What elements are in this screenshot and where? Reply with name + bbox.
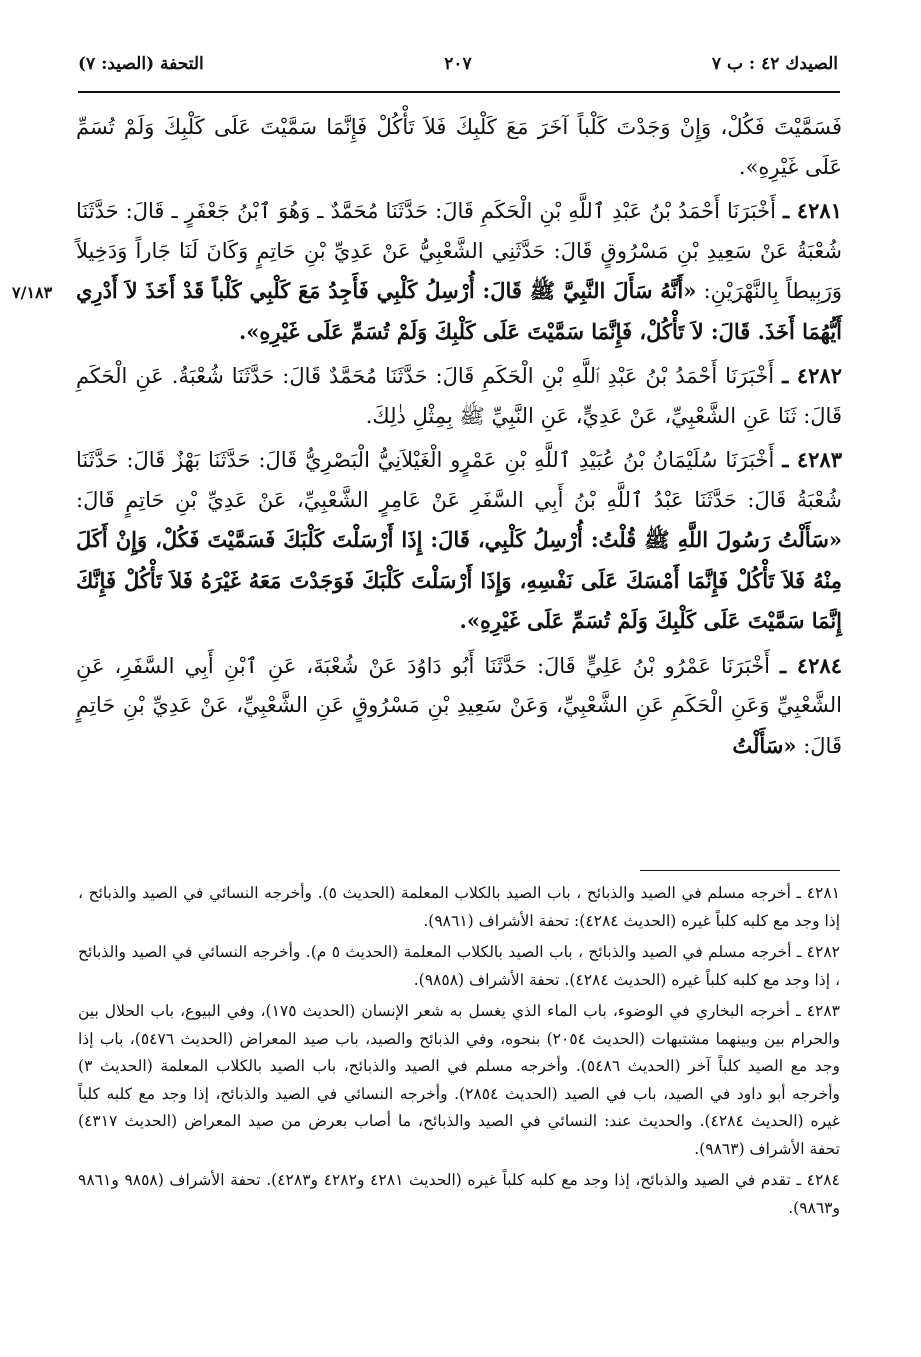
hadith-4282 <box>76 356 842 436</box>
paragraph-continuation <box>76 108 842 187</box>
footnote-4282: ٤٢٨٢ ـ أخرجه مسلم في الصيد والذبائح ، باب الصيد بالكلاب المعلمة (الحديث ٥ م). وأخرجه النسائي في الصيد والذبائح ، إذا وجد مع كلبه كلباً غيره (الحديث ٤٢٨٤). تحفة الأشراف (٩٨٥٨). <box>78 943 840 989</box>
page-number: ٢٠٧ <box>444 54 472 74</box>
footnote-divider <box>640 870 840 871</box>
hadith-isnad: أَخْبَرَنَا سُلَيْمَانُ بْنُ عُبَيْدِ ٱللَّهِ بْنِ عَمْرٍو الْغَيْلاَنِيُّ الْبَصْرِيُّ قَالَ: حَدَّثَنَا بَهْزٌ قَالَ: حَدَّثَنَا شُعْبَةُ قَالَ: حَدَّثَنَا عَبْدُ ٱللَّهِ بْنُ أَبِي السَّفَرِ عَنْ عَامِرٍ الشَّعْبِيِّ، عَنْ عَدِيِّ بْنِ حَاتِمٍ قَالَ: <box>76 448 842 512</box>
hadith-number: ٤٢٨٤ ـ <box>780 652 842 678</box>
header-divider <box>78 91 840 93</box>
hadith-isnad: أَخْبَرَنَا عَمْرُو بْنُ عَلِيٍّ قَالَ: حَدَّثَنَا أَبُو دَاوُدَ عَنْ شُعْبَةَ، عَنِ ٱبْنِ أَبِي السَّفَرِ، عَنِ الشَّعْبِيِّ وَعَنِ الْحَكَمِ عَنِ الشَّعْبِيِّ، وَعَنْ سَعِيدِ بْنِ مَسْرُوقٍ عَنِ الشَّعْبِيِّ، عَنْ عَدِيِّ بْنِ حَاتِمٍ قَالَ: <box>76 653 842 758</box>
header-section-ref: الصيدك ٤٢ : ب ٧ <box>711 54 838 74</box>
footnotes <box>78 880 840 1226</box>
hadith-number: ٤٢٨١ ـ <box>783 198 842 223</box>
hadith-4284 <box>76 646 842 767</box>
hadith-number: ٤٢٨٣ ـ <box>782 447 842 472</box>
footnote-4283: ٤٢٨٣ ـ أخرجه البخاري في الوضوء، باب الماء الذي يغسل به شعر الإنسان (الحديث ١٧٥)، وفي البيوع، باب الحلال بين والحرام بين وبينهما مشتبهات (الحديث ٢٠٥٤) بنحوه، وفي الذبائح والصيد، باب صيد المعراض (الحديث ٥٤٧٦)، باب إذا وجد مع الصيد كلباً آخر (الحديث ٥٤٨٦). وأخرجه مسلم في الصيد والذبائح، باب الصيد بالكلاب المعلمة (الحديث ٣) وأخرجه أبو داود في الصيد، باب في الصيد (الحديث ٢٨٥٤). وأخرجه النسائي في الصيد والذبائح، إذا وجد مع كلبه كلباً غيره (الحديث ٤٢٨٤). والحديث عند: النسائي في الصيد والذبائح، ما أصاب بعرض من صيد المعراض (الحديث ٤٣١٧) تحفة الأشراف (٩٨٦٣). <box>78 1002 841 1158</box>
margin-reference: ٧/١٨٣ <box>12 283 53 302</box>
footnote-4281: ٤٢٨١ ـ أخرجه مسلم في الصيد والذبائح ، باب الصيد بالكلاب المعلمة (الحديث ٥). وأخرجه النسائي في الصيد والذبائح ، إذا وجد مع كلبه كلباً غيره (الحديث ٤٢٨٤): تحفة الأشراف (٩٨٦١). <box>78 884 840 930</box>
hadith-4283 <box>76 440 842 642</box>
hadith-matn: «أَنَّهُ سَأَلَ النَّبِيَّ ﷺ قَالَ: أُرْسِلُ كَلْبِي فَأَجِدُ مَعَ كَلْبِي كَلْباً قَدْ أَخَذَ لاَ أَدْرِي أَيُّهُمَا أَخَذَ. قَالَ: لاَ تَأْكُلْ، فَإِنَّمَا سَمَّيْتَ عَلَى كَلْبِكَ وَلَمْ تُسَمِّ عَلَى غَيْرِهِ». <box>76 278 842 344</box>
hadith-matn: «سَأَلْتُ <box>732 732 797 758</box>
main-text <box>76 108 842 770</box>
hadith-isnad: أَخْبَرَنَا أَحْمَدُ بْنُ عَبْدِ ٱللَّهِ بْنِ الْحَكَمِ قَالَ: حَدَّثَنَا مُحَمَّدٌ قَالَ: حَدَّثَنَا شُعْبَةُ. عَنِ الْحَكَمِ قَالَ: ثَنَا عَنِ الشَّعْبِيِّ، عَنْ عَدِيٍّ، عَنِ النَّبِيِّ ﷺ بِمِثْلِ ذٰلِكَ. <box>76 364 842 428</box>
hadith-number: ٤٢٨٢ ـ <box>782 363 842 388</box>
hadith-isnad: أَخْبَرَنَا أَحْمَدُ بْنُ عَبْدِ ٱللَّهِ بْنِ الْحَكَمِ قَالَ: حَدَّثَنَا مُحَمَّدٌ ـ وَهُوَ ٱبْنُ جَعْفَرٍ ـ قَالَ: حَدَّثَنَا شُعْبَةُ عَنْ سَعِيدِ بْنِ مَسْرُوقٍ قَالَ: حَدَّثَنِي الشَّعْبِيُّ عَنْ عَدِيِّ بْنِ حَاتِمٍ وَكَانَ لَنَا جَاراً وَدَخِيلاً وَرَبِيطاً بِالنَّهْرَيْنِ: <box>76 199 842 303</box>
header-tuhfa-ref: التحفة (الصيد: ٧) <box>78 54 204 74</box>
page-header <box>78 46 838 86</box>
hadith-matn: «سَأَلْتُ رَسُولَ اللَّهِ ﷺ قُلْتُ: أُرْسِلُ كَلْبِي، قَالَ: إِذَا أَرْسَلْتَ كَلْبَكَ فَسَمَّيْتَ فَكُلْ، وَإِنْ أَكَلَ مِنْهُ فَلاَ تَأْكُلْ فَإِنَّمَا أَمْسَكَ عَلَى نَفْسِهِ، وَإِذَا أَرْسَلْتَ كَلْبَكَ فَوَجَدْتَ مَعَهُ غَيْرَهُ فَلاَ تَأْكُلْ فَإِنَّكَ إِنَّمَا سَمَّيْتَ عَلَى كَلْبِكَ وَلَمْ تُسَمِّ عَلَى غَيْرِهِ». <box>76 527 842 633</box>
paragraph-text: فَسَمَّيْتَ فَكُلْ، وَإِنْ وَجَدْتَ كَلْباً آخَرَ مَعَ كَلْبِكَ فَلاَ تَأْكُلْ فَإِنَّمَا سَمَّيْتَ عَلَى كَلْبِكَ وَلَمْ تُسَمِّ عَلَى غَيْرِهِ». <box>76 115 842 179</box>
footnote-4284: ٤٢٨٤ ـ تقدم في الصيد والذبائح، إذا وجد مع كلبه كلباً غيره (الحديث ٤٢٨١ و٤٢٨٢ و٤٢٨٣). تحفة الأشراف (٩٨٥٨ و٩٨٦١ و٩٨٦٣). <box>78 1171 840 1217</box>
hadith-4281 <box>76 191 842 352</box>
